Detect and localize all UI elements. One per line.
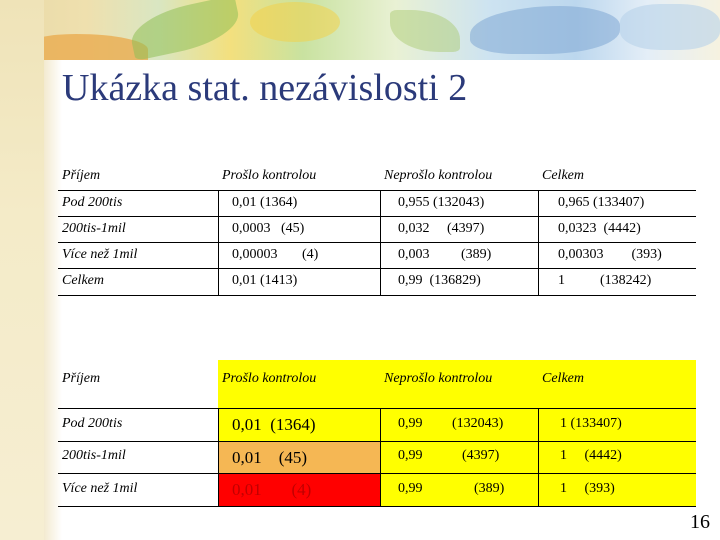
table-1-row-label: Celkem bbox=[62, 273, 104, 288]
table-1-header-cell: Neprošlo kontrolou bbox=[384, 168, 493, 183]
table-1-row-label: 200tis-1mil bbox=[62, 221, 126, 236]
table-1-cell: 0,0003 (45) bbox=[232, 221, 305, 236]
table-1-rule bbox=[218, 190, 219, 295]
table-2-cell: 1 (393) bbox=[560, 481, 615, 496]
table-2-cell: 0,99 bbox=[398, 481, 423, 496]
left-decorative-band bbox=[0, 0, 44, 540]
table-2-rule bbox=[380, 408, 381, 506]
table-1-cell: 1 (138242) bbox=[558, 273, 652, 288]
table-2-row-label: Pod 200tis bbox=[62, 416, 123, 431]
table-2-cell: 0,01 (1364) bbox=[232, 415, 316, 434]
leaf-decoration bbox=[390, 10, 460, 52]
table-2-row-label: Více než 1mil bbox=[62, 481, 138, 496]
table-2-cell: (132043) bbox=[452, 416, 504, 431]
left-shadow-band bbox=[44, 60, 62, 540]
table-1-cell: 0,965 (133407) bbox=[558, 195, 645, 210]
table-2-rule bbox=[58, 408, 696, 409]
table-1-rule bbox=[58, 216, 696, 217]
slide-title: Ukázka stat. nezávislosti 2 bbox=[62, 67, 468, 109]
table-2-rule bbox=[58, 506, 696, 507]
table-1-rule bbox=[58, 268, 696, 269]
table-1-cell: 0,003 (389) bbox=[398, 247, 492, 262]
table-1-cell: 0,99 (136829) bbox=[398, 273, 481, 288]
table-2-header-cell: Neprošlo kontrolou bbox=[384, 371, 493, 386]
table-2-cell: 0,99 bbox=[398, 448, 423, 463]
table-2-header-cell: Celkem bbox=[542, 371, 584, 386]
table-2-cell: 0,01 (45) bbox=[232, 448, 308, 467]
leaf-decoration bbox=[250, 2, 340, 42]
table-1-rule bbox=[380, 190, 381, 295]
table-2-rule bbox=[58, 441, 696, 442]
table-1-row-label: Pod 200tis bbox=[62, 195, 123, 210]
table-1-cell: 0,955 (132043) bbox=[398, 195, 485, 210]
table-2-rule bbox=[58, 473, 696, 474]
table-1-row-label: Více než 1mil bbox=[62, 247, 138, 262]
table-1-rule bbox=[58, 242, 696, 243]
table-2-header-cell: Prošlo kontrolou bbox=[222, 371, 317, 386]
table-1-rule bbox=[538, 190, 539, 295]
table-1-cell: 0,032 (4397) bbox=[398, 221, 485, 236]
table-1-cell: 0,00003 (4) bbox=[232, 247, 319, 262]
table-2-rule bbox=[218, 408, 219, 506]
decorative-banner bbox=[0, 0, 720, 60]
table-1-cell: 0,0323 (4442) bbox=[558, 221, 641, 236]
table-2-cell: 1 (133407) bbox=[560, 416, 622, 431]
table-2-cell: 0,01 (4) bbox=[232, 480, 312, 499]
table-1-header-cell: Celkem bbox=[542, 168, 584, 183]
table-1-cell: 0,01 (1413) bbox=[232, 273, 298, 288]
leaf-decoration bbox=[620, 4, 720, 50]
table-2-header-cell: Příjem bbox=[62, 371, 101, 386]
table-2-cell: 1 (4442) bbox=[560, 448, 622, 463]
table-1-cell: 0,01 (1364) bbox=[232, 195, 298, 210]
leaf-decoration bbox=[470, 6, 620, 54]
table-1-rule bbox=[58, 295, 696, 296]
table-2-row-label: 200tis-1mil bbox=[62, 448, 126, 463]
table-1-cell: 0,00303 (393) bbox=[558, 247, 662, 262]
table-1-header-cell: Příjem bbox=[62, 168, 101, 183]
table-1-header-cell: Prošlo kontrolou bbox=[222, 168, 317, 183]
table-2-cell: 0,99 bbox=[398, 416, 423, 431]
table-2-cell: (4397) bbox=[462, 448, 500, 463]
leaf-decoration bbox=[28, 34, 148, 60]
leaf-decoration bbox=[127, 0, 244, 61]
table-1-rule bbox=[58, 190, 696, 191]
table-2-rule bbox=[538, 408, 539, 506]
table-2-cell: (389) bbox=[474, 481, 505, 496]
page-number: 16 bbox=[690, 511, 710, 533]
